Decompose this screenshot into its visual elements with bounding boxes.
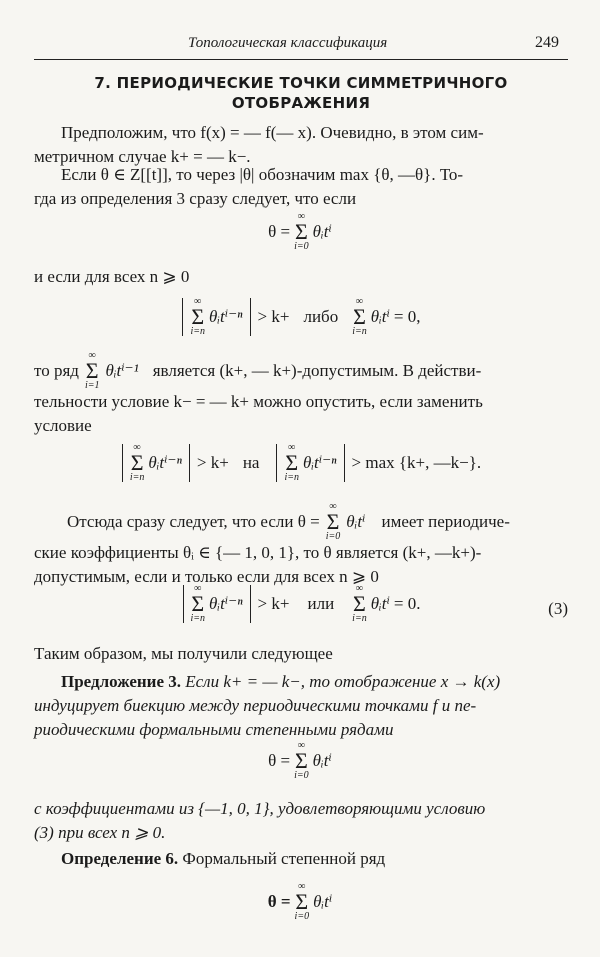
paragraph-4: то ряд ∞ Σ i=1 θᵢtⁱ⁻¹ является (k+, — k+)-допустимым. В действи- тельности условие k− = — k+ можно опустить, если заменить условие — [34, 352, 568, 438]
prop-line4: с коэффициентами из {—1, 0, 1}, удовлетворяющими условию — [34, 799, 486, 818]
formula-theta-series — [0, 212, 600, 252]
paragraph-1 — [34, 121, 568, 169]
series-term: θᵢtⁱ⁻ⁿ — [209, 307, 243, 326]
section-title-line2: ОТОБРАЖЕНИЯ — [231, 94, 371, 112]
word-ili: или — [307, 594, 335, 613]
p1-line2: метричном случае k+ = — k−. — [34, 147, 251, 166]
equation-number: (3) — [548, 599, 568, 618]
proposition-label: Предложение 3. — [61, 672, 181, 691]
p1-line1: Предположим, что f(x) = — f(— x). Очевидно, в этом сим- — [61, 123, 484, 142]
paragraph-2 — [34, 163, 568, 211]
sum-sign: ∞ Σ i=0 — [294, 211, 309, 252]
header-rule — [34, 59, 568, 60]
proposition-3 — [34, 670, 568, 742]
p5-line2: ские коэффициенты θᵢ ∈ {— 1, 0, 1}, то θ является (k+, —k+)- — [34, 543, 482, 562]
definition-6 — [34, 847, 568, 871]
p4-line2: тельности условие k− = — k+ можно опустить, если заменить — [34, 392, 483, 411]
prop-line5: (3) при всех n ⩾ 0. — [34, 823, 166, 842]
formula-condition-1: ∞ Σ i=n θᵢtⁱ⁻ⁿ > k+ либо ∞ Σ i=n θᵢtⁱ = 0, — [0, 297, 600, 341]
equals-zero: = 0, — [393, 307, 421, 326]
paragraph-3: и если для всех n ⩾ 0 — [34, 267, 190, 286]
p5-line1-a: Отсюда сразу следует, что если θ = — [67, 512, 320, 531]
paragraph-5: Отсюда сразу следует, что если θ = ∞ Σ i=0 θᵢtⁱ имеет периодиче- ские коэффициенты θᵢ ∈ {— 1, 0, 1}, то θ является (k+, —k+)- допустимым, если и только если для всех n ⩾ 0 — [34, 503, 568, 589]
proposition-3-end — [34, 797, 568, 845]
definition-text: Формальный степенной ряд — [182, 849, 386, 868]
formula-3: ∞ Σ i=n θᵢtⁱ⁻ⁿ > k+ или ∞ Σ i=n θᵢtⁱ = 0. — [0, 584, 600, 628]
p4-line1-b: является (k+, — k+)-допустимым. В действи- — [152, 361, 482, 380]
word-libo: либо — [303, 307, 339, 326]
prop-line2: индуцирует биекцию между периодическими точками f и пе- — [34, 696, 477, 715]
p5-line3: допустимым, если и только если для всех n ⩾ 0 — [34, 567, 379, 586]
section-title — [34, 73, 568, 113]
p4-line3: условие — [34, 416, 92, 435]
series-term: θᵢtⁱ — [312, 222, 332, 241]
definition-label: Определение 6. — [61, 849, 179, 868]
theta-equals: θ = — [268, 222, 291, 241]
max-inequality: > max {k+, —k−}. — [351, 453, 482, 472]
p2-line1: Если θ ∈ Z[[t]], то через |θ| обозначим max {θ, —θ}. То- — [61, 165, 464, 184]
page-number: 249 — [535, 34, 559, 51]
p2-line2: гда из определения 3 сразу следует, что если — [34, 189, 357, 208]
formula-theta-series-2: θ = ∞ Σ i=0 θᵢtⁱ — [268, 740, 332, 781]
word-na: на — [242, 453, 260, 472]
formula-condition-2: ∞ Σ i=n θᵢtⁱ⁻ⁿ > k+ на ∞ Σ i=n θᵢtⁱ⁻ⁿ > max {k+, —k−}. — [0, 443, 600, 487]
running-title: Топологическая классификация — [188, 35, 388, 51]
prop-line3: риодическими формальными степенными рядами — [34, 720, 394, 739]
paragraph-6: Таким образом, мы получили следующее — [34, 644, 333, 663]
formula-theta-series-3: θ = ∞ Σ i=0 θᵢtⁱ — [267, 881, 333, 922]
p5-line1-b: имеет периодиче- — [381, 512, 510, 531]
p4-line1-a: то ряд — [34, 361, 79, 380]
inequality: > k+ — [257, 307, 290, 326]
prop-line1: Если k+ = — k−, то отображение x → k(x) — [185, 672, 501, 691]
section-title-line1: 7. ПЕРИОДИЧЕСКИЕ ТОЧКИ СИММЕТРИЧНОГО — [94, 74, 508, 92]
